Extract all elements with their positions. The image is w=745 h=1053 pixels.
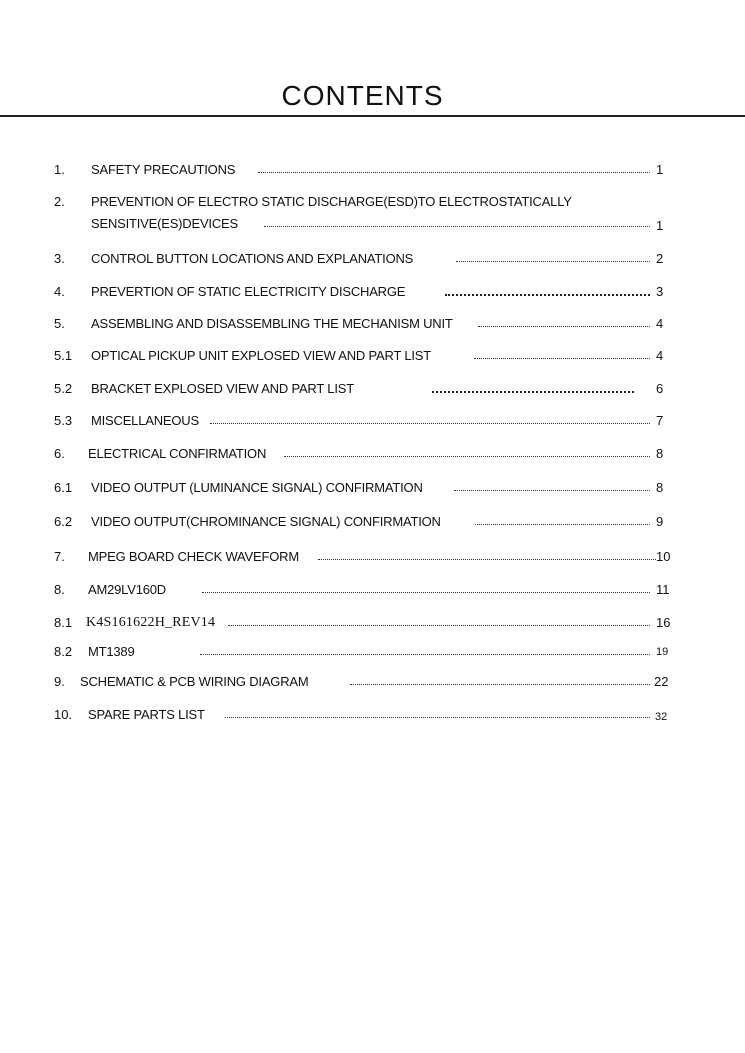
toc-dot-leader <box>350 684 650 685</box>
toc-entry-label: BRACKET EXPLOSED VIEW AND PART LIST <box>91 381 354 396</box>
toc-entry-8[interactable] <box>0 581 745 599</box>
toc-entry-label: SCHEMATIC & PCB WIRING DIAGRAM <box>80 674 309 689</box>
toc-entry-label: AM29LV160D <box>88 582 166 597</box>
toc-entry-label: OPTICAL PICKUP UNIT EXPLOSED VIEW AND PART LIST <box>91 348 432 363</box>
toc-entry-page: 22 <box>654 674 669 689</box>
toc-entry-1[interactable] <box>0 161 745 179</box>
toc-dot-leader <box>432 391 634 393</box>
toc-entry-label: SPARE PARTS LIST <box>88 707 205 722</box>
toc-dot-leader <box>264 226 650 227</box>
toc-entry-number: 5.3 <box>54 413 73 428</box>
toc-entry-page: 16 <box>656 615 671 630</box>
toc-dot-leader <box>456 261 650 262</box>
page-title: CONTENTS <box>281 80 444 111</box>
toc-entry-page: 32 <box>655 711 668 723</box>
toc-entry-label: ELECTRICAL CONFIRMATION <box>88 446 267 461</box>
toc-entry-5-3[interactable] <box>0 412 745 430</box>
toc-dot-leader <box>474 358 650 359</box>
toc-entry-label: VIDEO OUTPUT (LUMINANCE SIGNAL) CONFIRMATION <box>91 480 423 495</box>
toc-dot-leader <box>454 490 650 491</box>
toc-entry-number: 7. <box>54 549 65 564</box>
toc-entry-10[interactable] <box>0 706 745 724</box>
toc-dot-leader <box>210 423 650 424</box>
toc-entry-number: 1. <box>54 162 65 177</box>
toc-entry-5-1[interactable] <box>0 347 745 365</box>
toc-entry-page: 2 <box>656 251 664 266</box>
toc-entry-number: 6.2 <box>54 514 73 529</box>
toc-entry-label: MPEG BOARD CHECK WAVEFORM <box>88 549 299 564</box>
toc-entry-label: CONTROL BUTTON LOCATIONS AND EXPLANATIONS <box>91 251 414 266</box>
toc-dot-leader <box>258 172 650 173</box>
toc-entry-label: PREVERTION OF STATIC ELECTRICITY DISCHARGE <box>91 284 406 299</box>
toc-entry-label: SAFETY PRECAUTIONS <box>91 162 236 177</box>
toc-entry-number: 2. <box>54 194 65 209</box>
toc-entry-4[interactable] <box>0 283 745 301</box>
toc-entry-6[interactable] <box>0 445 745 463</box>
toc-entry-8-2[interactable] <box>0 643 745 661</box>
toc-entry-label: PREVENTION OF ELECTRO STATIC DISCHARGE(ESD)TO ELECTROSTATICALLY <box>91 194 572 209</box>
toc-entry-number: 5.1 <box>54 348 73 363</box>
toc-entry-label: MT1389 <box>88 644 135 659</box>
toc-entry-6-2[interactable] <box>0 513 745 531</box>
toc-entry-2-continued[interactable] <box>0 215 745 233</box>
toc-entry-page: 4 <box>656 348 664 363</box>
toc-dot-leader <box>318 559 656 560</box>
toc-entry-page: 8 <box>656 480 664 495</box>
toc-entry-8-1[interactable] <box>0 614 745 632</box>
toc-entry-5-2[interactable] <box>0 380 745 398</box>
toc-dot-leader <box>225 717 650 718</box>
toc-entry-6-1[interactable] <box>0 479 745 497</box>
toc-entry-page: 6 <box>656 381 664 396</box>
toc-entry-number: 3. <box>54 251 65 266</box>
toc-entry-number: 8.1 <box>54 615 73 630</box>
toc-entry-label: MISCELLANEOUS <box>91 413 199 428</box>
toc-entry-9[interactable] <box>0 673 745 691</box>
toc-entry-page: 3 <box>656 284 664 299</box>
toc-entry-number: 9. <box>54 674 65 689</box>
toc-entry-label: K4S161622H_REV14 <box>86 615 216 630</box>
toc-entry-number: 6.1 <box>54 480 73 495</box>
toc-dot-leader <box>284 456 650 457</box>
toc-entry-page: 8 <box>656 446 664 461</box>
toc-entry-page: 7 <box>656 413 664 428</box>
toc-entry-2[interactable] <box>0 193 745 211</box>
toc-entry-5[interactable] <box>0 315 745 333</box>
toc-entry-page: 10 <box>656 549 671 564</box>
toc-entry-label-continued: SENSITIVE(ES)DEVICES <box>91 216 238 231</box>
toc-entry-number: 5. <box>54 316 65 331</box>
toc-entry-label: ASSEMBLING AND DISASSEMBLING THE MECHANISM UNIT <box>91 316 453 331</box>
toc-entry-page: 1 <box>656 162 664 177</box>
toc-dot-leader <box>228 625 650 626</box>
toc-entry-number: 5.2 <box>54 381 73 396</box>
toc-entry-number: 8. <box>54 582 65 597</box>
toc-entry-3[interactable] <box>0 250 745 268</box>
toc-entry-page: 1 <box>656 218 664 233</box>
toc-entry-page: 4 <box>656 316 664 331</box>
toc-entry-number: 8.2 <box>54 644 73 659</box>
toc-dot-leader <box>202 592 650 593</box>
toc-dot-leader <box>475 524 650 525</box>
toc-entry-number: 6. <box>54 446 65 461</box>
toc-dot-leader <box>445 294 650 296</box>
toc-entry-page: 9 <box>656 514 664 529</box>
title-divider <box>0 115 745 117</box>
toc-entry-page: 19 <box>656 646 669 658</box>
toc-dot-leader <box>478 326 650 327</box>
toc-dot-leader <box>200 654 650 655</box>
toc-entry-label: VIDEO OUTPUT(CHROMINANCE SIGNAL) CONFIRMATION <box>91 514 441 529</box>
toc-entry-number: 4. <box>54 284 65 299</box>
toc-entry-7[interactable] <box>0 548 745 566</box>
toc-entry-page: 11 <box>656 582 670 597</box>
toc-entry-number: 10. <box>54 707 73 722</box>
